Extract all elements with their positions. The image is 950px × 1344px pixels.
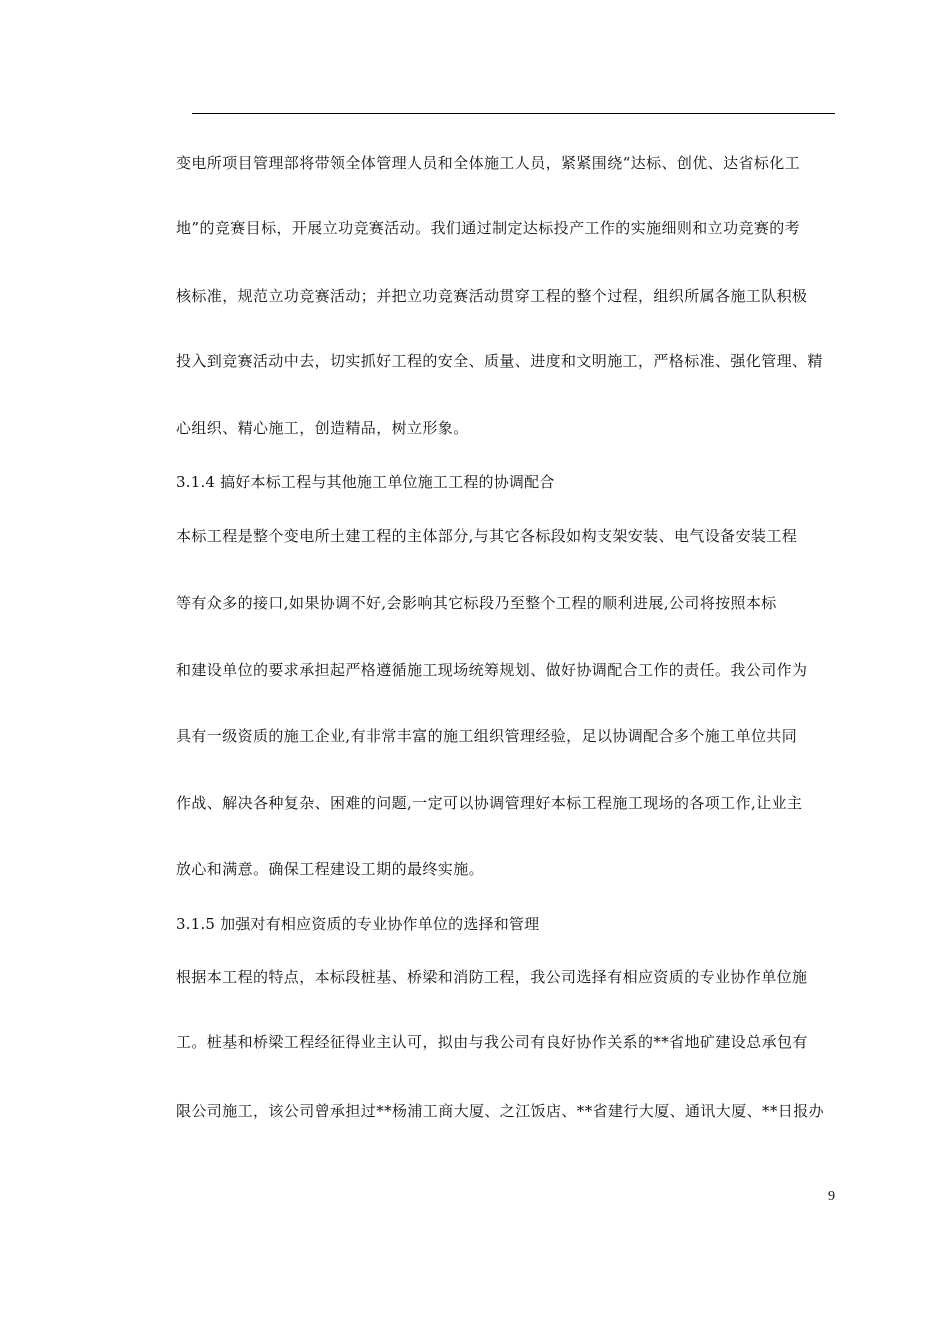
paragraph-line: 本标工程是整个变电所土建工程的主体部分,与其它各标段如构支架安装、电气设备安装工程	[176, 527, 798, 545]
section-heading-3-1-4: 3.1.4 搞好本标工程与其他施工单位施工工程的协调配合	[176, 473, 555, 491]
paragraph-line: 核标准，规范立功竞赛活动；并把立功竞赛活动贯穿工程的整个过程，组织所属各施工队积极	[176, 287, 808, 305]
paragraph-line: 具有一级资质的施工企业,有非常丰富的施工组织管理经验，足以协调配合多个施工单位共同	[176, 727, 798, 745]
page-number: 9	[828, 1189, 835, 1204]
paragraph-line: 根据本工程的特点，本标段桩基、桥梁和消防工程，我公司选择有相应资质的专业协作单位施	[176, 968, 808, 986]
paragraph-line: 工。桩基和桥梁工程经征得业主认可，拟由与我公司有良好协作关系的**省地矿建设总承包有	[176, 1033, 808, 1051]
paragraph-line: 等有众多的接口,如果协调不好,会影响其它标段乃至整个工程的顺利进展,公司将按照本标	[176, 594, 777, 612]
paragraph-line: 和建设单位的要求承担起严格遵循施工现场统筹规划、做好协调配合工作的责任。我公司作为	[176, 661, 808, 679]
header-rule	[192, 113, 835, 114]
section-heading-3-1-5: 3.1.5 加强对有相应资质的专业协作单位的选择和管理	[176, 915, 540, 933]
paragraph-line: 作战、解决各种复杂、困难的问题,一定可以协调管理好本标工程施工现场的各项工作,让业主	[176, 794, 803, 812]
paragraph-line: 地”的竞赛目标，开展立功竞赛活动。我们通过制定达标投产工作的实施细则和立功竞赛的考	[176, 219, 801, 237]
paragraph-line: 限公司施工，该公司曾承担过**杨浦工商大厦、之江饭店、**省建行大厦、通讯大厦、**日报办	[176, 1102, 825, 1120]
paragraph-line: 投入到竞赛活动中去，切实抓好工程的安全、质量、进度和文明施工，严格标准、强化管理、精	[176, 352, 823, 370]
paragraph-line: 放心和满意。确保工程建设工期的最终实施。	[176, 860, 485, 878]
paragraph-line: 心组织、精心施工，创造精品，树立形象。	[176, 419, 469, 437]
paragraph-line: 变电所项目管理部将带领全体管理人员和全体施工人员，紧紧围绕“达标、创优、达省标化工	[176, 154, 801, 172]
